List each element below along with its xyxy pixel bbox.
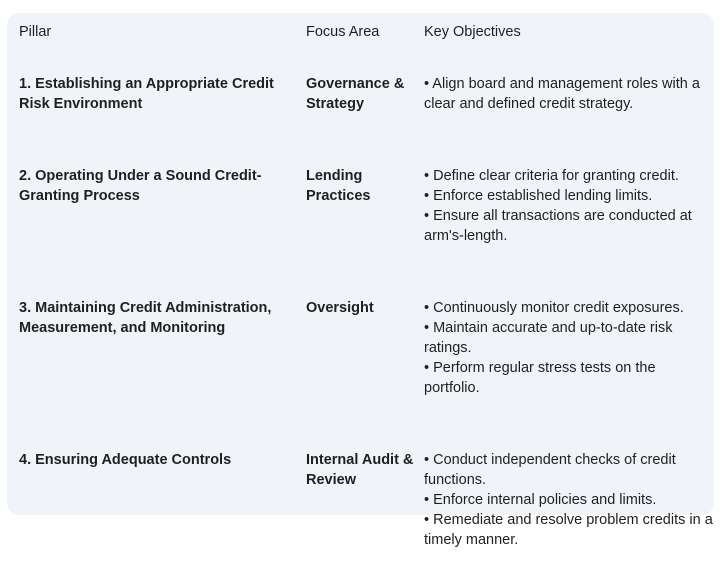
objective-item: • Remediate and resolve problem credits in a timely manner.	[424, 512, 713, 548]
focus-area-cell: Internal Audit & Review	[306, 452, 414, 488]
objective-item: • Define clear criteria for granting credit.	[424, 168, 679, 184]
objective-item: • Continuously monitor credit exposures.	[424, 300, 684, 316]
pillar-cell: 1. Establishing an Appropriate Credit Risk Environment	[19, 76, 274, 112]
table-card	[7, 13, 714, 548]
focus-area-cell: Oversight	[306, 300, 374, 316]
focus-area-cell: Lending Practices	[306, 168, 371, 204]
table-row	[7, 424, 714, 576]
objective-item: • Enforce internal policies and limits.	[424, 492, 657, 508]
pillar-cell: 3. Maintaining Credit Administration, Measurement, and Monitoring	[19, 300, 272, 336]
objective-item: • Align board and management roles with a clear and defined credit strategy.	[424, 76, 700, 112]
key-objectives-cell	[424, 272, 714, 424]
pillar-cell: 4. Ensuring Adequate Controls	[19, 452, 232, 468]
objective-item: • Enforce established lending limits.	[424, 188, 653, 204]
table-row	[7, 272, 714, 424]
objective-item: • Perform regular stress tests on the portfolio.	[424, 360, 656, 396]
table-row	[7, 51, 714, 140]
pillar-cell: 2. Operating Under a Sound Credit-Granting Process	[19, 168, 262, 204]
focus-area-cell: Governance & Strategy	[306, 76, 405, 112]
header-pillar: Pillar	[19, 24, 52, 40]
objective-item: • Ensure all transactions are conducted at arm's-length.	[424, 208, 692, 244]
objective-item: • Maintain accurate and up-to-date risk ratings.	[424, 320, 673, 356]
header-focus-area: Focus Area	[306, 24, 380, 40]
key-objectives-cell	[424, 51, 714, 140]
header-key-objectives: Key Objectives	[424, 24, 521, 40]
table-header-row	[7, 13, 714, 51]
credit-risk-pillars-table	[7, 13, 714, 576]
key-objectives-cell	[424, 424, 714, 576]
objective-item: • Conduct independent checks of credit functions.	[424, 452, 676, 488]
table-row	[7, 140, 714, 272]
key-objectives-cell	[424, 140, 714, 272]
